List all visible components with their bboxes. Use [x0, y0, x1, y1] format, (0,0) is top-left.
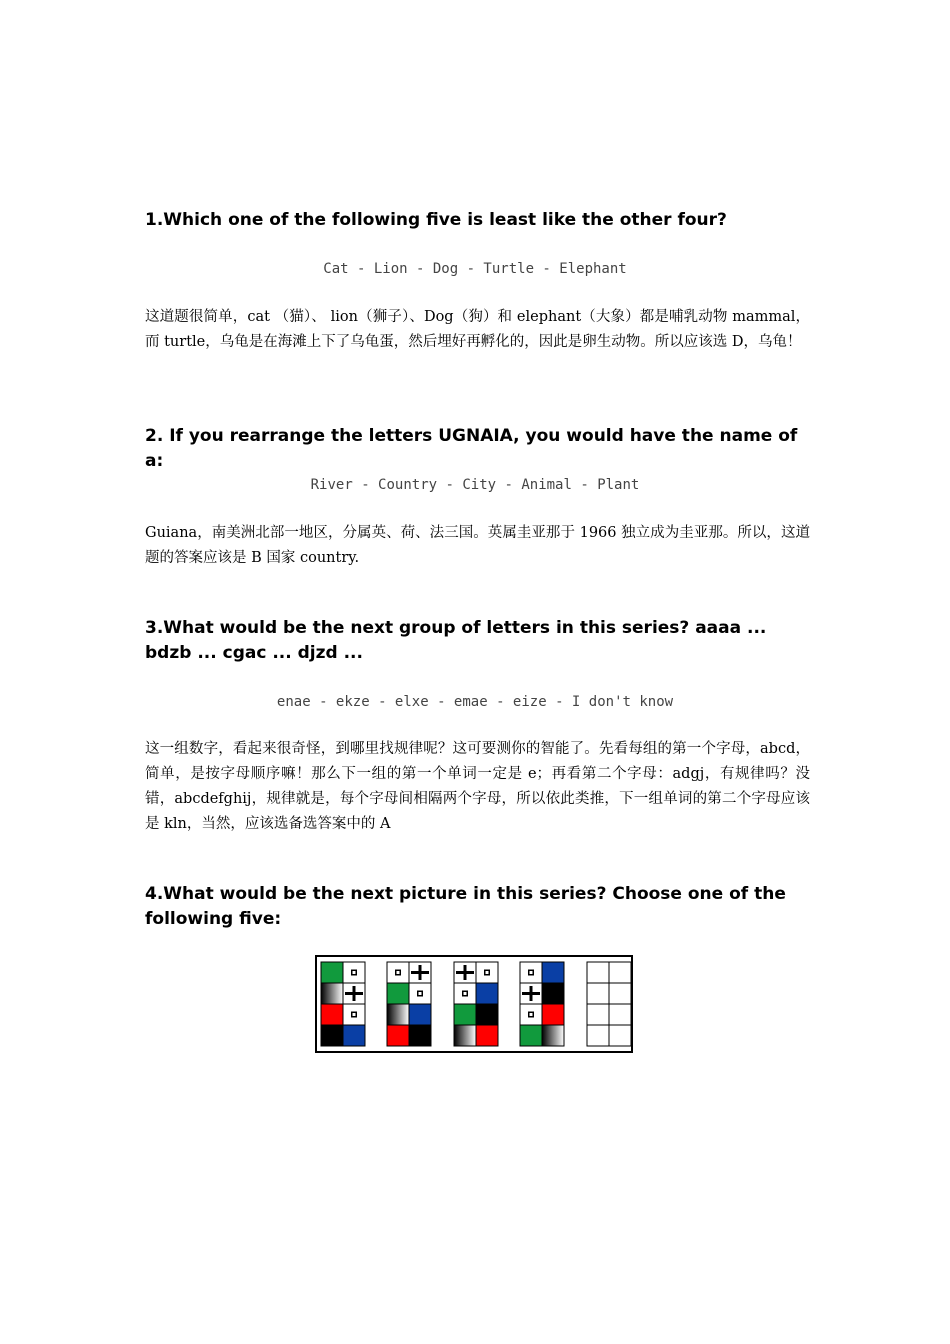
puzzle-bar-stem: [419, 965, 422, 980]
puzzle-cell: [587, 1004, 609, 1025]
puzzle-bar-stem: [464, 965, 467, 980]
puzzle-cell: [587, 983, 609, 1004]
puzzle-cell: [454, 1004, 476, 1025]
puzzle-cell: [609, 983, 631, 1004]
question-2-options: River - Country - City - Animal - Plant: [310, 477, 640, 493]
puzzle-dot-hole: [397, 971, 400, 974]
puzzle-cell: [476, 983, 498, 1004]
puzzle-cell: [520, 1025, 542, 1046]
puzzle-cell: [542, 1004, 564, 1025]
puzzle-cell: [542, 983, 564, 1004]
puzzle-cell: [387, 983, 409, 1004]
question-2-title: 2. If you rearrange the letters UGNAIA, you would have the name of a:: [145, 426, 798, 471]
puzzle-dot-hole: [419, 992, 422, 995]
puzzle-cell: [409, 1004, 431, 1025]
puzzle-dot-hole: [353, 1013, 356, 1016]
puzzle-cell: [387, 1025, 409, 1046]
puzzle-dot-hole: [486, 971, 489, 974]
question-4-title: 4.What would be the next picture in this series? Choose one of the following five:: [145, 884, 786, 929]
question-1-options: Cat - Lion - Dog - Turtle - Elephant: [323, 261, 627, 277]
puzzle-cell: [542, 962, 564, 983]
puzzle-cell: [542, 1025, 564, 1046]
puzzle-cell: [409, 1025, 431, 1046]
puzzle-cell: [321, 983, 343, 1004]
puzzle-cell: [587, 962, 609, 983]
puzzle-cell: [587, 1025, 609, 1046]
puzzle-dot-hole: [464, 992, 467, 995]
question-2-explanation: Guiana，南美洲北部一地区，分属英、荷、法三国。英属圭亚那于 1966 独立成为圭亚那。所以，这道题的答案应该是 B 国家 country.: [145, 525, 810, 566]
picture-series-puzzle: [315, 955, 633, 1053]
puzzle-cell: [321, 962, 343, 983]
puzzle-dot-hole: [530, 1013, 533, 1016]
puzzle-bar-stem: [353, 986, 356, 1001]
question-1-explanation: 这道题很简单，cat （猫）、 lion（狮子）、Dog（狗）和 elephant（大象）都是哺乳动物 mammal，而 turtle，乌龟是在海滩上下了乌龟蛋，然后埋好再孵化的，因此是卵生动物。所以应该选 D，乌龟！: [145, 309, 810, 350]
puzzle-cell: [321, 1025, 343, 1046]
question-3-explanation: 这一组数字，看起来很奇怪，到哪里找规律呢？这可要测你的智能了。先看每组的第一个字母，abcd，简单，是按字母顺序嘛！那么下一组的第一个单词一定是 e；再看第二个字母：adgj，有规律吗？没错，abcdefghij，规律就是，每个字母间相隔两个字母，所以依此类推，下一组单词的第二个字母应该是 kln，当然，应该选备选答案中的 A: [145, 741, 810, 832]
puzzle-cell: [321, 1004, 343, 1025]
picture-series-drawing: [317, 957, 633, 1053]
question-1-title: 1.Which one of the following five is least like the other four?: [145, 210, 727, 230]
puzzle-dot-hole: [353, 971, 356, 974]
puzzle-cell: [476, 1025, 498, 1046]
question-3-options: enae - ekze - elxe - emae - eize - I don't know: [276, 694, 674, 710]
puzzle-cell: [609, 1004, 631, 1025]
puzzle-cell: [454, 1025, 476, 1046]
puzzle-cell: [609, 962, 631, 983]
puzzle-cell: [387, 1004, 409, 1025]
puzzle-cell: [609, 1025, 631, 1046]
puzzle-cell: [343, 1025, 365, 1046]
question-3-title: 3.What would be the next group of letters in this series? aaaa ... bdzb ... cgac ... djzd ...: [145, 618, 767, 663]
puzzle-bar-stem: [530, 986, 533, 1001]
puzzle-cell: [476, 1004, 498, 1025]
puzzle-dot-hole: [530, 971, 533, 974]
